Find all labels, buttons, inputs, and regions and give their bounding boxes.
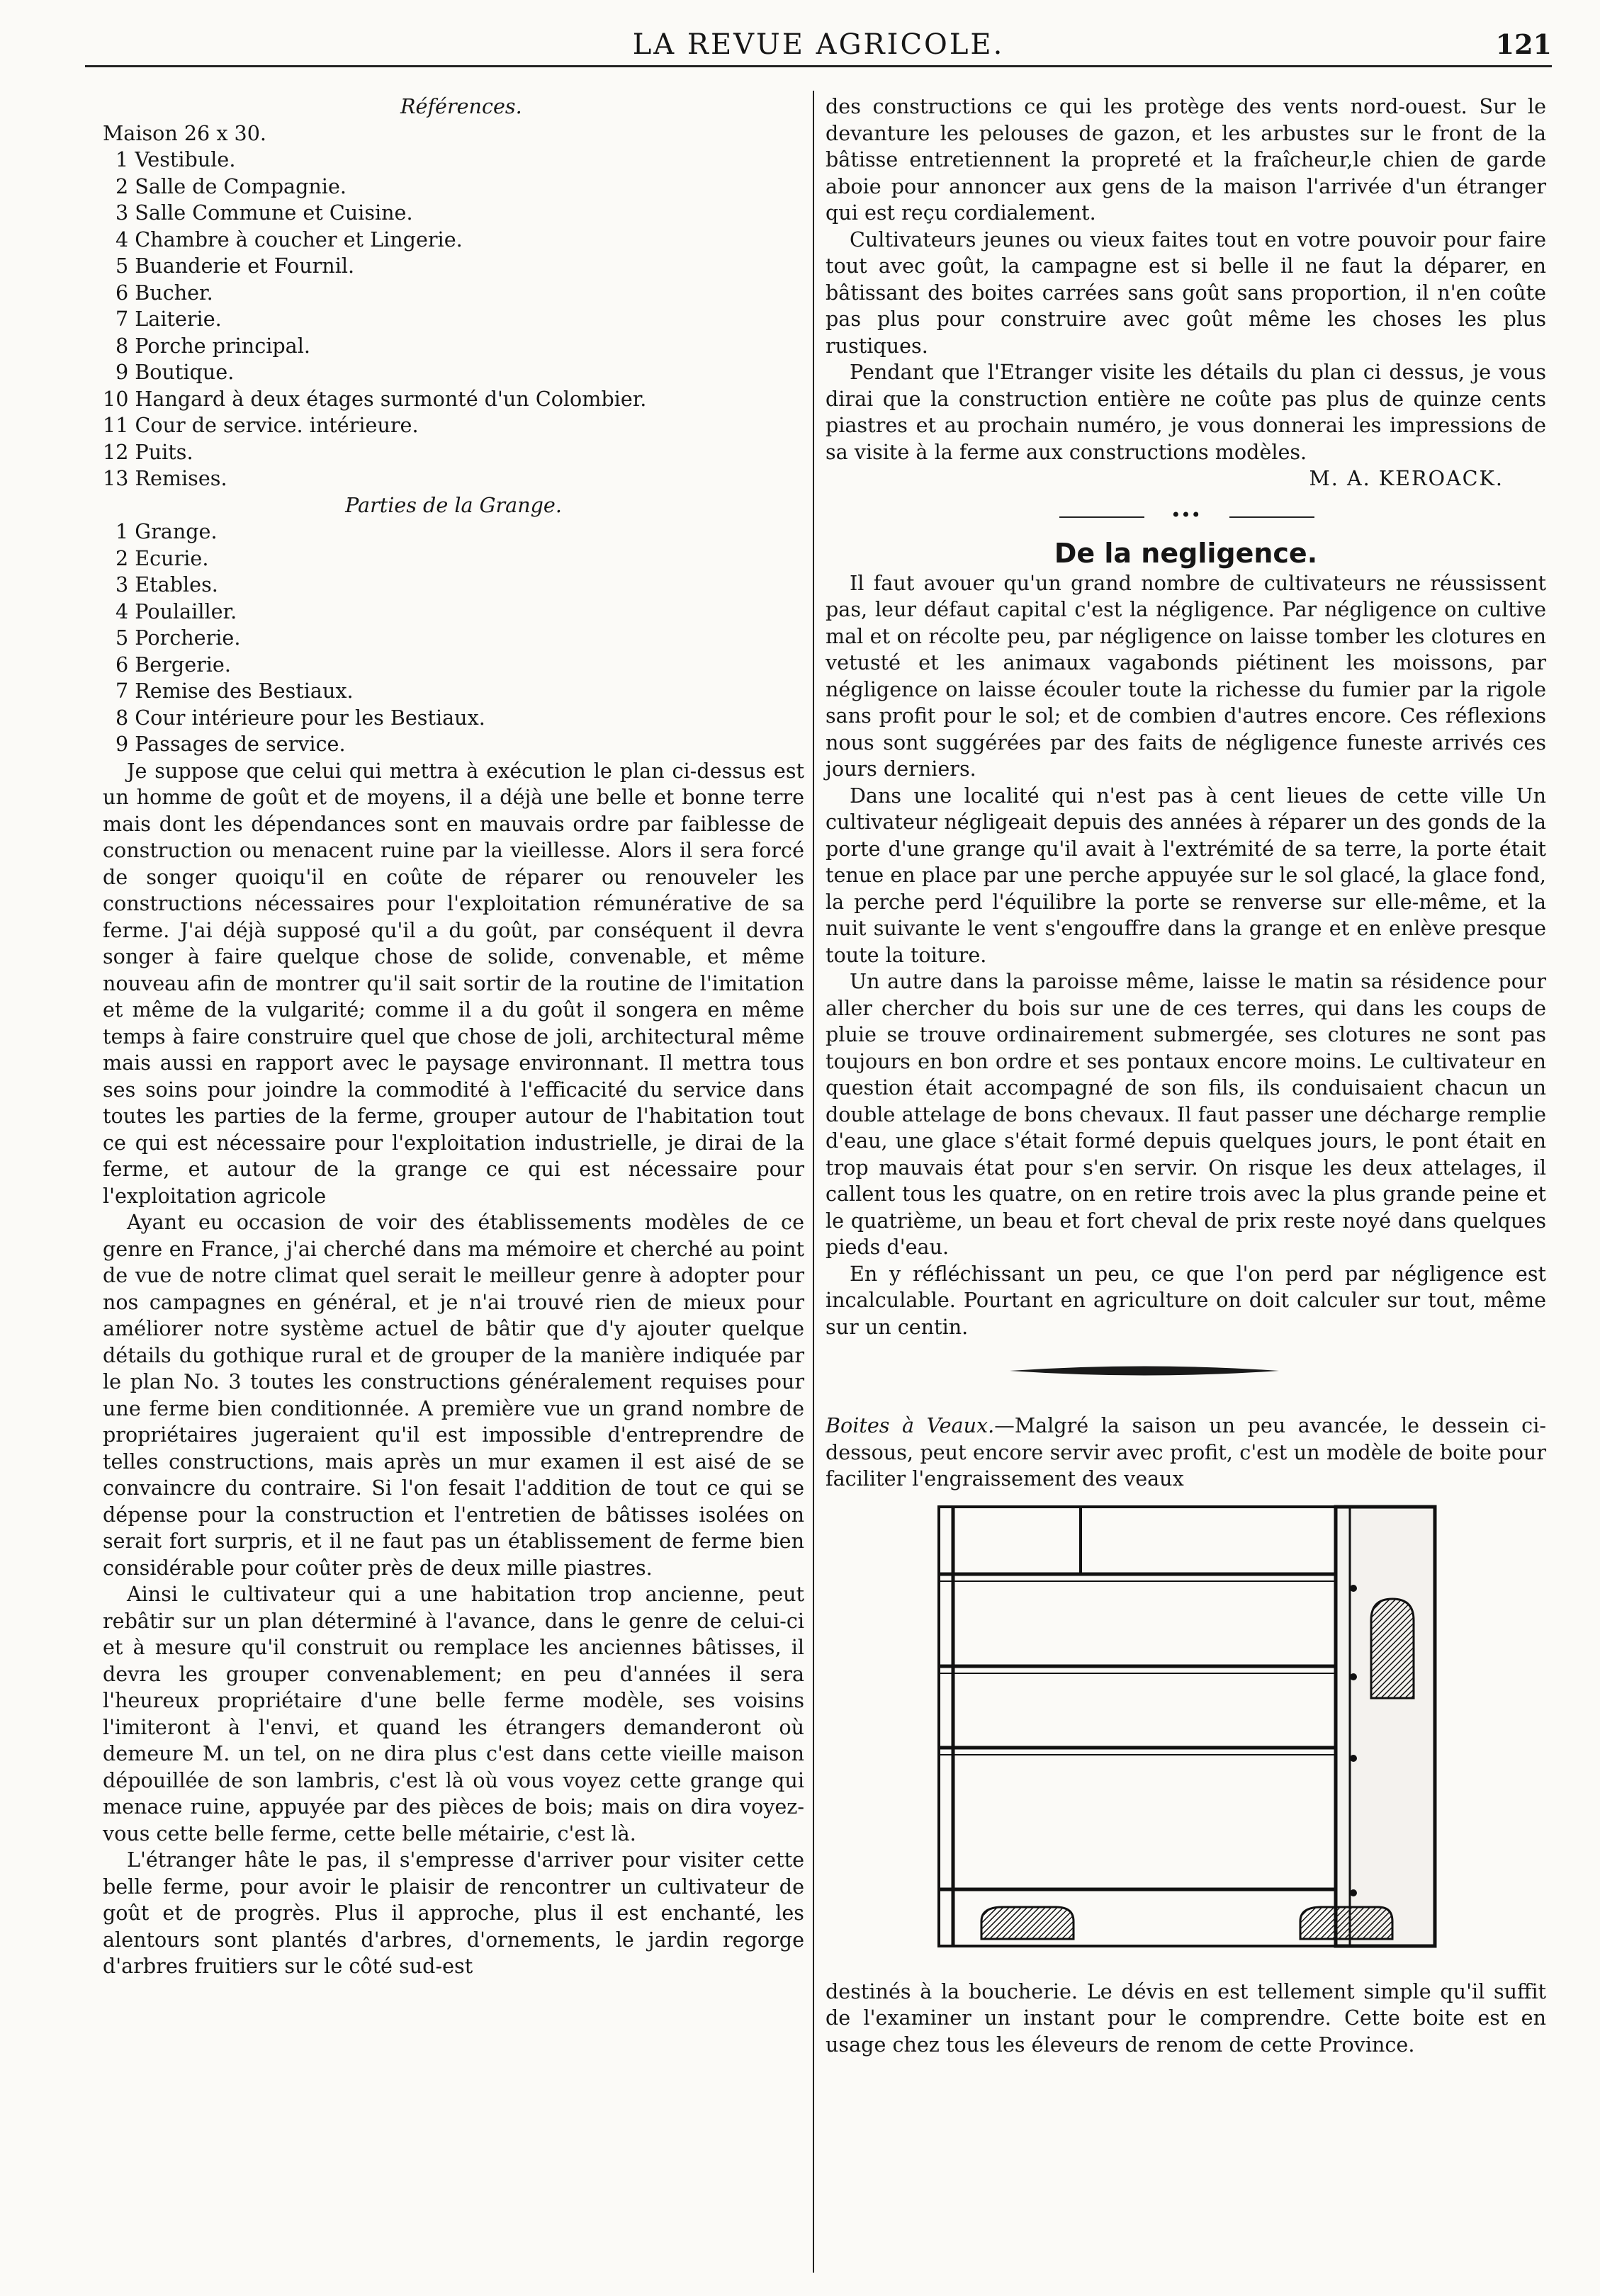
- list-item: 3 Etables.: [116, 572, 218, 596]
- maison-list: [103, 147, 804, 492]
- list-item: 12 Puits.: [103, 439, 193, 464]
- body-paragraph: Ainsi le cultivateur qui a une habitation trop ancienne, peut rebâtir sur un plan déterminé à l'avance, dans le genre de celui-ci et à mesure qu'il construit ou remplace les anciennes bâtisses, il devra les grouper convenablement; en peu d'années il sera l'heureux propriétaire d'une belle ferme modèle, ses voisins l'imiteront à l'envi, et quand les étrangers demanderont où demeure M. un tel, on ne dira plus c'est dans cette vieille maison dépouillée de son lambris, c'est là où vous voyez cette grange qui menace ruine, appuyée par des pièces de bois; mais on dira voyez-vous cette belle ferme, cette belle métairie, c'est là.: [103, 1582, 804, 1845]
- section-ornament: [826, 502, 1546, 531]
- calf-box-figure: [826, 1493, 1546, 1974]
- grange-heading: Parties de la Grange.: [345, 492, 562, 517]
- body-paragraph: Il faut avouer qu'un grand nombre de cultivateurs ne réussissent pas, leur défaut capital c'est la négligence. Par négligence on cultive mal et on récolte peu, par négligence on laisse tomber les clotures en vetusté et les animaux vagabonds piétinent les moissons, par négligence on laisse écouler toute la richesse du fumier par la rigole sans profit pour le sol; et de combien d'autres encore. Ces réflexions nous sont suggérées par des faits de négligence funeste arrivés ces jours derniers.: [826, 570, 1546, 781]
- section-title: De la negligence.: [1054, 537, 1318, 569]
- section-ornament: [826, 1350, 1546, 1393]
- body-paragraph: Cultivateurs jeunes ou vieux faites tout en votre pouvoir pour faire tout avec goût, la campagne est si belle il ne faut la déparer, en bâtissant des boites carrées sans goût sans proportion, il n'en coûte pas plus pour construire avec goût même les choses les plus rustiques.: [826, 227, 1546, 358]
- list-item: 2 Salle de Compagnie.: [116, 174, 347, 198]
- body-paragraph: En y réfléchissant un peu, ce que l'on perd par négligence est incalculable. Pourtant en agriculture on doit calculer sur tout, même sur un centin.: [826, 1261, 1546, 1339]
- list-item: 7 Laiterie.: [116, 307, 222, 331]
- swell-rule-icon: [1010, 1360, 1279, 1381]
- maison-dimensions: Maison 26 x 30.: [103, 120, 267, 145]
- body-paragraph: Je suppose que celui qui mettra à exécution le plan ci-dessus est un homme de goût et de moyens, il a déjà une belle et bonne terre mais dont les dépendances sont en mauvais ordre par faiblesse de construction ou menacent ruine par la vieillesse. Alors il sera forcé de songer quoiqu'il en coûte de réparer ou renouveler les constructions nécessaires pour l'exploitation rémunérative de sa ferme. J'ai déjà supposé qu'il a du goût, par conséquent il devra songer à faire quelque chose de solide, convenable, et même nouveau afin de montrer qu'il sait sortir de la routine de l'imitation et même de la vulgarité; comme il a du goût il songera en même temps à faire construire quel que chose de joli, architectural même mais aussi en rapport avec le paysage environnant. Il mettra tous ses soins pour joindre la commodité à l'efficacité du service dans toutes les parties de la ferme, grouper autour de l'habitation tout ce qui est nécessaire pour l'exploitation industrielle, je dirai de la ferme, et autour de la grange ce qui est nécessaire pour l'exploitation agricole: [103, 758, 804, 1208]
- boites-after: destinés à la boucherie. Le dévis en est tellement simple qu'il suffit de l'examiner un instant pour le comprendre. Cette boite est en usage chez tous les éleveurs de renom de cette Province.: [826, 1979, 1546, 2057]
- journal-title: LA REVUE AGRICOLE.: [632, 28, 1005, 61]
- boites-text: —Malgré la saison un peu avancée, le dessein ci-dessous, peut encore servir avec profit, c'est un modèle de boite pour faciliter l'engraissement des veaux: [826, 1413, 1546, 1491]
- body-paragraph: Un autre dans la paroisse même, laisse le matin sa résidence pour aller chercher du bois sur une de ces terres, qui dans les coups de pluie se trouve ordinairement submergée, ses clotures ne sont pas toujours en bon ordre et ses pontaux encore moins. Le cultivateur en question était accompagné de son fils, ils conduisaient chacun un double attelage de bons chevaux. Il faut passer une décharge remplie d'eau, une glace s'était formé depuis quelques jours, le pont était en trop mauvais état pour s'en servir. On risque les deux attelages, il callent tous les quatre, on en retire trois avec la plus grande peine et le quatrième, un beau et fort cheval de prix reste noyé dans quelques pieds d'eau.: [826, 969, 1546, 1259]
- list-item: 6 Bucher.: [116, 280, 213, 305]
- list-item: 5 Porcherie.: [116, 626, 241, 650]
- references-heading: Références.: [400, 94, 522, 118]
- list-item: 5 Buanderie et Fournil.: [116, 254, 355, 278]
- column-divider: [813, 91, 814, 2273]
- list-item: 3 Salle Commune et Cuisine.: [116, 200, 413, 225]
- list-item: 4 Chambre à coucher et Lingerie.: [116, 227, 463, 251]
- list-item: 11 Cour de service. intérieure.: [103, 413, 419, 437]
- list-item: 9 Passages de service.: [116, 732, 346, 756]
- boites-lead: Boites à Veaux.: [826, 1413, 995, 1437]
- list-item: 7 Remise des Bestiaux.: [116, 679, 354, 703]
- ornament-rule: [1059, 516, 1144, 518]
- list-item: 10 Hangard à deux étages surmonté d'un Colombier.: [103, 386, 647, 411]
- list-item: 8 Porche principal.: [116, 333, 310, 358]
- calf-box-engraving: [882, 1493, 1463, 1974]
- page-header: [85, 28, 1552, 71]
- page-number: 121: [1495, 28, 1552, 60]
- grange-list: [103, 519, 804, 758]
- body-paragraph: des constructions ce qui les protège des vents nord-ouest. Sur le devanture les pelouses de gazon, et les arbustes sur le front de la bâtisse entretiennent la propreté et la fraîcheur,le chien de garde aboie pour annoncer aux gens de la maison l'arrivée d'un étranger qui est reçu cordialement.: [826, 94, 1546, 225]
- body-paragraph: L'étranger hâte le pas, il s'empresse d'arriver pour visiter cette belle ferme, pour avoir le plaisir de rencontrer un cultivateur de goût et de progrès. Plus il approche, plus il est enchanté, les alentours sont plantés d'arbres, d'ornements, le jardin regorge d'arbres fruitiers sur le côté sud-est: [103, 1848, 804, 1978]
- list-item: 2 Ecurie.: [116, 545, 209, 570]
- closing-paragraph: Pendant que l'Etranger visite les détails du plan ci dessus, je vous dirai que la construction entière ne coûte pas plus de quinze cents piastres et au prochain numéro, je vous donnerai les impressions de sa visite à la ferme aux constructions modèles.: [826, 360, 1546, 464]
- left-column: [103, 94, 804, 1980]
- body-paragraph: Dans une localité qui n'est pas à cent lieues de cette ville Un cultivateur négligeait depuis des années à réparer un des gonds de la porte d'une grange qu'il avait à l'extrémité de sa terre, la porte était tenue en place par une perche appuyée sur le sol glacé, la glace fond, la perche perd l'équilibre la porte se renverse sur elle-même, et la nuit suivante le vent s'engouffre dans la grange et en enlève presque toute la toiture.: [826, 783, 1546, 967]
- right-column: [826, 94, 1546, 2058]
- list-item: 4 Poulailler.: [116, 599, 237, 623]
- list-item: 1 Grange.: [116, 519, 218, 543]
- body-paragraph: Ayant eu occasion de voir des établissements modèles de ce genre en France, j'ai cherché dans ma mémoire et cherché au point de vue de notre climat quel serait le meilleur genre à adopter pour nos campagnes en général, et je n'ai trouvé rien de mieux pour améliorer notre système actuel de bâtir que d'y ajouter quelque détails du gothique rural et de grouper de la manière indiquée par le plan No. 3 toutes les constructions généralement requises pour une ferme bien conditionnée. A première vue un grand nombre de propriétaires jugeraient qu'il est impossible d'entreprendre de telles constructions, mais après un mur examen il est aisé de se convaincre du contraire. Si l'on fesait l'addition de tout ce qui se dépense pour la construction et l'entretien de bâtisses isolées on serait fort surpris, et il ne faut pas un établissement de ferme bien considérable pour coûter près de deux mille piastres.: [103, 1210, 804, 1580]
- list-item: 9 Boutique.: [116, 360, 235, 384]
- list-item: 8 Cour intérieure pour les Bestiaux.: [116, 705, 485, 730]
- header-rule: [85, 65, 1552, 67]
- list-item: 13 Remises.: [103, 466, 227, 490]
- list-item: 1 Vestibule.: [116, 147, 236, 171]
- signature-line: [826, 465, 1546, 492]
- ornament-glyph: •••: [1171, 504, 1201, 525]
- author-name: M. A. KEROACK.: [1309, 466, 1504, 490]
- ornament-rule: [1229, 516, 1314, 518]
- list-item: 6 Bergerie.: [116, 652, 231, 677]
- boites-paragraph: [826, 1413, 1546, 1493]
